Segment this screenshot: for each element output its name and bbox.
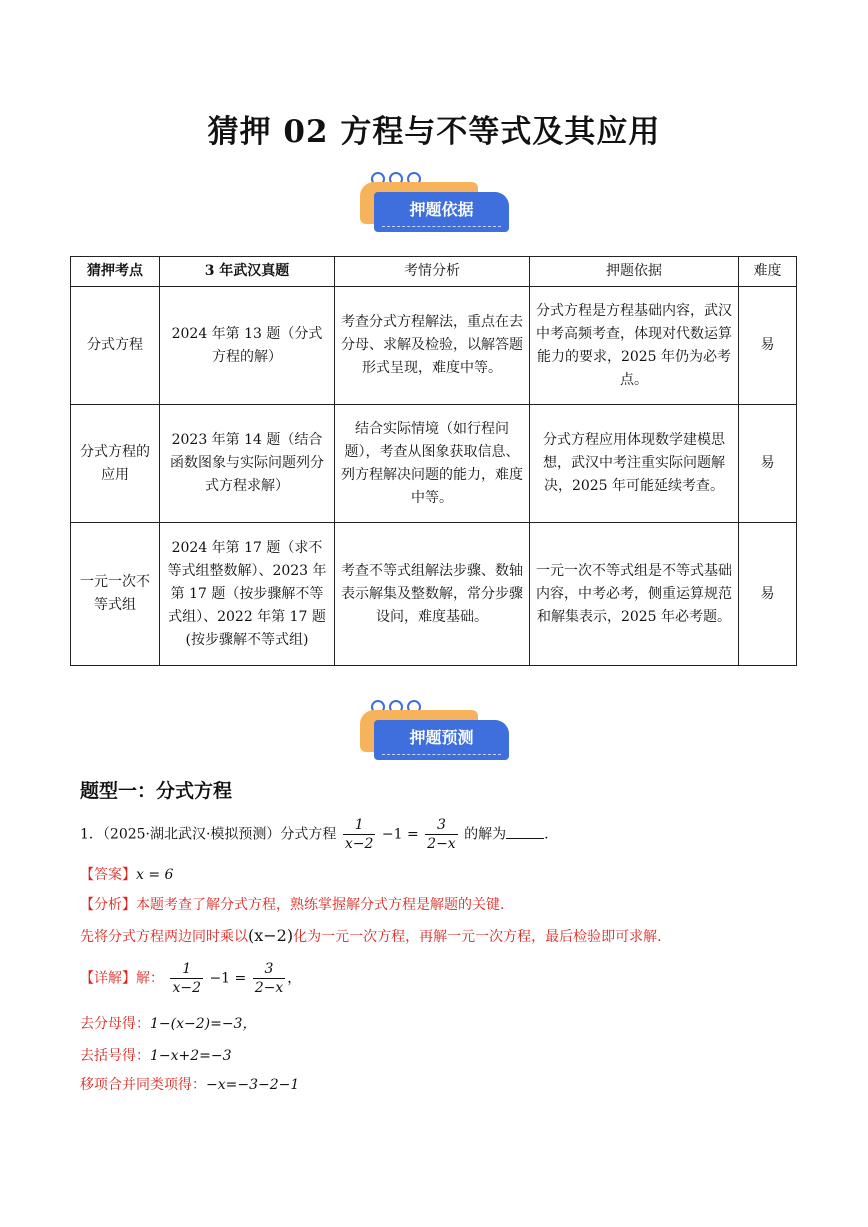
- cell-exam: 2024 年第 17 题（求不等式组整数解）、2023 年第 17 题（按步骤解不等式组）、2022 年第 17 题(按步骤解不等式组): [160, 523, 335, 666]
- badge-front: [374, 720, 509, 760]
- cell-topic: 一元一次不等式组: [71, 523, 160, 666]
- cell-topic: 分式方程: [71, 287, 160, 405]
- cell-exam: 2024 年第 13 题（分式方程的解）: [160, 287, 335, 405]
- step-line: [80, 1013, 256, 1033]
- question-line: [80, 816, 549, 853]
- step-expr: −x=−3−2−1: [206, 1077, 300, 1093]
- step-label: 移项合并同类项得：: [80, 1077, 206, 1093]
- cell-difficulty: 易: [739, 523, 797, 666]
- cell-difficulty: 易: [739, 405, 797, 523]
- step-label: 去分母得：: [80, 1016, 150, 1032]
- question-prefix: 1．（2025·湖北武汉·模拟预测）分式方程: [80, 826, 337, 843]
- cell-analysis: 考查分式方程解法，重点在去分母、求解及检验，以解答题形式呈现，难度中等。: [335, 287, 530, 405]
- step-expr: 1−(x−2)=−3，: [150, 1016, 257, 1032]
- answer-value: x = 6: [136, 867, 174, 883]
- cell-basis: 一元一次不等式组是不等式基础内容，中考必考，侧重运算规范和解集表示，2025 年必考题。: [530, 523, 739, 666]
- table-row: [71, 523, 797, 666]
- analysis2-expr: (x−2): [248, 926, 294, 945]
- detail-label: 【详解】: [80, 970, 136, 987]
- analysis2-post: 化为一元一次方程，再解一元一次方程，最后检验即可求解.: [293, 929, 662, 945]
- step-line: [80, 1045, 232, 1065]
- table-row: [71, 405, 797, 523]
- numerator: 1: [170, 960, 203, 979]
- table-header: 3 年武汉真题: [160, 257, 335, 287]
- step-expr: 1−x+2=−3: [150, 1048, 232, 1064]
- math-text: −1 =: [209, 970, 247, 987]
- table-row: [71, 287, 797, 405]
- step-label: 去括号得：: [80, 1048, 150, 1064]
- table-header-row: [71, 257, 797, 287]
- analysis2-pre: 先将分式方程两边同时乘以: [80, 929, 248, 945]
- analysis-line: [80, 894, 504, 914]
- cell-topic: 分式方程的应用: [71, 405, 160, 523]
- fraction: [253, 960, 286, 997]
- badge-label: 押题预测: [409, 728, 474, 747]
- numerator: 1: [343, 816, 376, 835]
- exam-table: [70, 256, 797, 666]
- analysis-line-2: [80, 926, 662, 946]
- section-badge-predict: [360, 698, 510, 768]
- analysis-label: 【分析】: [80, 897, 136, 913]
- denominator: 2−x: [254, 980, 284, 996]
- numerator: 3: [425, 816, 458, 835]
- denominator: x−2: [344, 836, 374, 852]
- cell-basis: 分式方程应用体现数学建模思想，武汉中考注重实际问题解决，2025 年可能延续考查。: [530, 405, 739, 523]
- page-title: 猜押 02 方程与不等式及其应用: [207, 114, 661, 150]
- table-header: 押题依据: [530, 257, 739, 287]
- fraction: [343, 816, 376, 853]
- step-line: [80, 1074, 299, 1094]
- table-header: 猜押考点: [71, 257, 160, 287]
- section-heading: 题型一：分式方程: [80, 780, 233, 802]
- cell-analysis: 结合实际情境（如行程问题），考查从图象获取信息、列方程解决问题的能力，难度中等。: [335, 405, 530, 523]
- cell-basis: 分式方程是方程基础内容，武汉中考高频考查，体现对代数运算能力的要求，2025 年仍为必考点。: [530, 287, 739, 405]
- math-text: −1 =: [381, 826, 419, 843]
- answer-label: 【答案】: [80, 867, 136, 883]
- table-header: 难度: [739, 257, 797, 287]
- numerator: 3: [253, 960, 286, 979]
- answer-line: [80, 864, 173, 884]
- detail-pre: 解：: [136, 970, 164, 987]
- question-end: .: [544, 826, 549, 843]
- denominator: 2−x: [427, 836, 456, 852]
- badge-label: 押题依据: [409, 200, 474, 219]
- question-suffix: 的解为: [464, 826, 507, 843]
- analysis-text: 本题考查了解分式方程，熟练掌握解分式方程是解题的关键.: [136, 897, 505, 913]
- fraction: [425, 816, 458, 853]
- fraction: [170, 960, 203, 997]
- badge-front: [374, 192, 509, 232]
- cell-analysis: 考查不等式组解法步骤、数轴表示解集及整数解，常分步骤设问，难度基础。: [335, 523, 530, 666]
- denominator: x−2: [172, 980, 201, 996]
- cell-difficulty: 易: [739, 287, 797, 405]
- cell-exam: 2023 年第 14 题（结合函数图象与实际问题列分式方程求解）: [160, 405, 335, 523]
- section-badge-basis: [360, 170, 510, 240]
- detail-post: ，: [287, 970, 302, 987]
- answer-blank: [506, 824, 544, 839]
- table-header: 考情分析: [335, 257, 530, 287]
- detail-line: [80, 960, 301, 997]
